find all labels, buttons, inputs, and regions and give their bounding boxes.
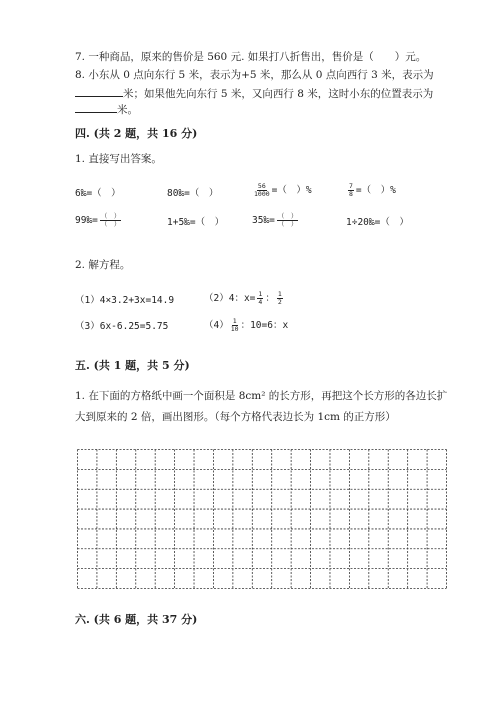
question-8-line-2-text: 米；如果他先向东行 5 米，又向西行 8 米，这时小东的位置表示为 bbox=[123, 88, 434, 100]
calc-1-div-20-permille: 1÷20‰=（ ） bbox=[346, 217, 409, 228]
section-5-q1-line-1: 1. 在下面的方格纸中画一个面积是 8cm² 的长方形，再把这个长方形的各边长扩 bbox=[75, 390, 448, 402]
fraction: $\frac{1}{4}$ bbox=[258, 290, 263, 306]
calc-99-permille: 99‰= $\frac{( )}{( )}$ bbox=[75, 212, 121, 228]
section-5-q1-line-2: 大到原来的 2 倍，画出图形。（每个方格代表边长为 1cm 的正方形） bbox=[75, 411, 396, 423]
calc-35-permille: 35‰= $\frac{( )}{( )}$ bbox=[252, 212, 298, 228]
question-7: 7. 一种商品，原来的售价是 560 元. 如果打八折售出，售价是（ ）元。 bbox=[75, 51, 427, 63]
fraction: $\frac{56}{1000}$ bbox=[254, 182, 270, 198]
fraction: $\frac{1}{10}$ bbox=[230, 317, 239, 333]
fraction: $\frac{1}{2}$ bbox=[277, 290, 282, 306]
section-4-q1-title: 1. 直接写出答案。 bbox=[75, 153, 162, 165]
question-8-line-3-text: 米。 bbox=[117, 104, 138, 116]
fraction: $\frac{( )}{( )}$ bbox=[100, 212, 121, 228]
section-5-title: 五. (共 1 题，共 5 分) bbox=[75, 359, 190, 372]
equation-2: （2）4：x= $\frac{1}{4}$ ： $\frac{1}{2}$ bbox=[204, 290, 282, 306]
grid-paper[interactable] bbox=[77, 449, 447, 589]
fraction: $\frac{7}{8}$ bbox=[349, 182, 353, 198]
calc-7-over-8: $\frac{7}{8}$ =（ ）% bbox=[349, 182, 396, 198]
question-8-line-2 bbox=[75, 86, 433, 101]
equation-4: （4） $\frac{1}{10}$ ：10=6：x bbox=[204, 317, 289, 333]
question-8-line-3 bbox=[75, 102, 138, 117]
section-4-title: 四. (共 2 题，共 16 分) bbox=[75, 127, 198, 140]
answer-blank[interactable] bbox=[75, 86, 123, 97]
answer-blank[interactable] bbox=[75, 102, 117, 113]
section-4-q2-title: 2. 解方程。 bbox=[75, 259, 131, 271]
calc-1-plus-5-permille: 1+5‰=（ ） bbox=[167, 217, 225, 228]
calc-6-permille: 6‰=（ ） bbox=[75, 188, 121, 199]
equation-3: （3）6x-6.25=5.75 bbox=[75, 321, 169, 332]
question-8-line-1: 8. 小东从 0 点向东行 5 米，表示为+5 米，那么从 0 点向西行 3 米，表示为 bbox=[75, 69, 434, 81]
equation-1: （1）4×3.2+3x=14.9 bbox=[75, 295, 175, 306]
calc-56-over-1000: $\frac{56}{1000}$ =（ ）% bbox=[254, 182, 312, 198]
calc-80-permille: 80‰=（ ） bbox=[167, 188, 219, 199]
fraction: $\frac{( )}{( )}$ bbox=[277, 212, 298, 228]
section-6-title: 六. (共 6 题，共 37 分) bbox=[75, 613, 198, 626]
